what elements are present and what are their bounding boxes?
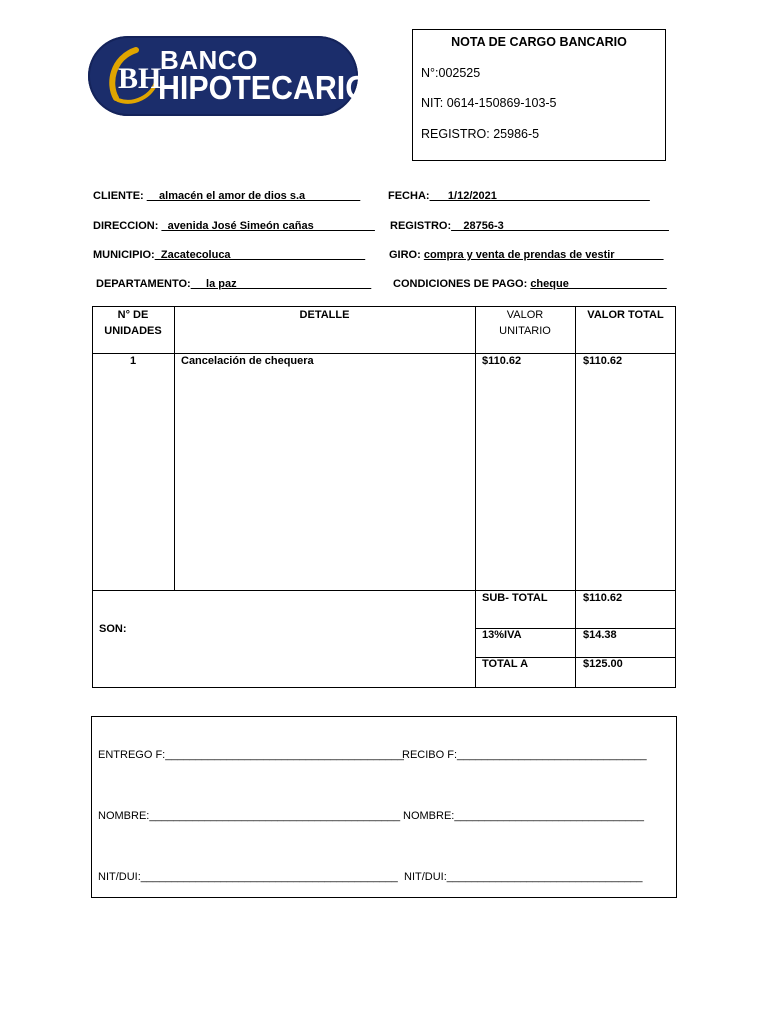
iva-value: $14.38 bbox=[583, 629, 617, 641]
row-1-unit-value: $110.62 bbox=[482, 355, 522, 367]
field-departamento bbox=[96, 278, 371, 290]
iva-label: 13%IVA bbox=[482, 629, 522, 641]
field-municipio bbox=[93, 249, 365, 261]
total-label: TOTAL A bbox=[482, 658, 529, 670]
field-fecha-value: ___1/12/2021_________________________ bbox=[429, 190, 650, 202]
column-divider-units bbox=[174, 306, 175, 590]
field-direccion-value: _avenida José Simeón cañas__________ bbox=[161, 220, 375, 232]
field-municipio-label: MUNICIPIO: bbox=[93, 249, 155, 261]
entrego-name-line: NOMBRE:_________________________________________ bbox=[98, 810, 401, 822]
row-1-detail: Cancelación de chequera bbox=[181, 355, 314, 367]
document-number: N°:002525 bbox=[421, 66, 481, 80]
field-municipio-value: _Zacatecoluca______________________ bbox=[154, 249, 366, 261]
logo-text-banco: BANCO bbox=[160, 45, 258, 75]
header-unit-value-line2: UNITARIO bbox=[499, 325, 551, 337]
column-divider-detail bbox=[475, 306, 476, 688]
header-units bbox=[92, 307, 174, 339]
field-giro-value: compra y venta de prendas de vestir________ bbox=[423, 249, 664, 261]
column-divider-unit-value bbox=[575, 306, 576, 688]
field-cliente bbox=[93, 190, 360, 202]
field-fecha-label: FECHA: bbox=[388, 190, 430, 202]
field-condiciones bbox=[393, 278, 667, 290]
field-registro-label: REGISTRO: bbox=[390, 220, 452, 232]
bank-nit: NIT: 0614-150869-103-5 bbox=[421, 96, 557, 110]
field-giro bbox=[389, 249, 664, 261]
field-fecha bbox=[388, 190, 650, 202]
subtotal-label: SUB- TOTAL bbox=[482, 592, 548, 604]
field-cliente-label: CLIENTE: bbox=[93, 190, 147, 202]
row-1-total: $110.62 bbox=[583, 355, 623, 367]
logo-text-hipotecario: HIPOTECARIO bbox=[158, 69, 369, 106]
recibo-nitdui-line: NIT/DUI:________________________________ bbox=[404, 871, 643, 883]
field-condiciones-label: CONDICIONES DE PAGO: bbox=[393, 278, 531, 290]
recibo-signature-line: RECIBO F:_______________________________ bbox=[402, 749, 647, 761]
total-value: $125.00 bbox=[583, 658, 623, 670]
entrego-signature-line: ENTREGO F:_______________________________________ bbox=[98, 749, 404, 761]
field-condiciones-value: cheque________________ bbox=[530, 278, 667, 290]
table-header-divider bbox=[92, 353, 676, 354]
table-body-divider bbox=[92, 590, 676, 591]
son-label: SON: bbox=[99, 623, 127, 635]
header-unit-value-line1: VALOR bbox=[506, 309, 544, 321]
field-giro-label: GIRO: bbox=[389, 249, 424, 261]
header-units-line2: UNIDADES bbox=[104, 325, 162, 337]
field-registro bbox=[390, 220, 669, 232]
entrego-nitdui-line: NIT/DUI:__________________________________________ bbox=[98, 871, 398, 883]
subtotal-value: $110.62 bbox=[583, 592, 623, 604]
bh-emblem-icon bbox=[106, 44, 164, 108]
field-departamento-label: DEPARTAMENTO: bbox=[96, 278, 191, 290]
field-direccion bbox=[93, 220, 375, 232]
header-units-line1: N° DE bbox=[117, 309, 149, 321]
header-detail: DETALLE bbox=[299, 309, 350, 321]
field-direccion-label: DIRECCION: bbox=[93, 220, 162, 232]
header-total-value: VALOR TOTAL bbox=[587, 309, 664, 321]
emblem-letters: BH bbox=[118, 62, 162, 95]
row-1-units: 1 bbox=[129, 355, 137, 367]
field-departamento-value: __ la paz______________________ bbox=[190, 278, 372, 290]
field-cliente-value: __almacén el amor de dios s.a_________ bbox=[146, 190, 361, 202]
header-unit-value bbox=[475, 307, 575, 339]
recibo-name-line: NOMBRE:_______________________________ bbox=[403, 810, 644, 822]
bank-registro: REGISTRO: 25986-5 bbox=[421, 127, 540, 141]
document-title: NOTA DE CARGO BANCARIO bbox=[451, 35, 627, 49]
field-registro-value: __28756-3___________________________ bbox=[451, 220, 669, 232]
